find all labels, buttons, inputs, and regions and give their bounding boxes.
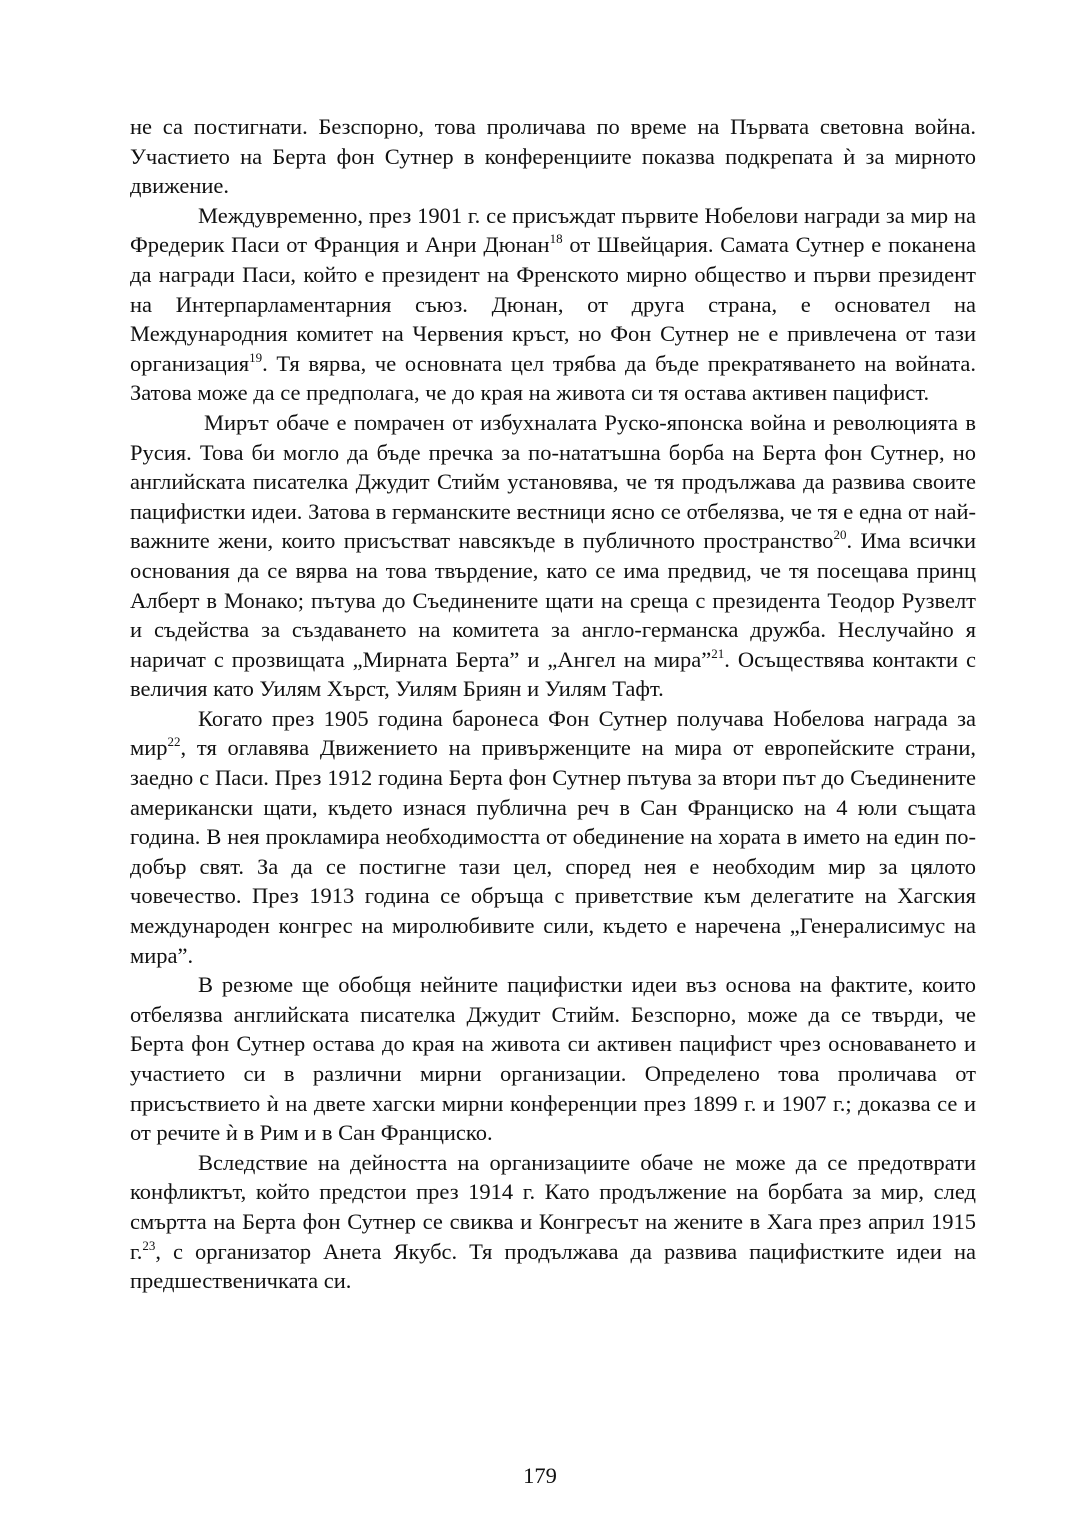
paragraph-text: Мирът обаче е помрачен от избухналата Руско-японска война и революцията в Русия. Това би могло да бъде пречка за по-нататъшна борба на Берта фон Сутнер, но английската писателка Джудит Стийм установява, че тя продължава да развива своите пацифистки идеи. Затова в германските вестници ясно се отбелязва, че тя е една от най-важните жени, които присъстват навсякъде в публичното пространство	[130, 409, 976, 554]
paragraph-text: , тя оглавява Движението на привърженците на мира от европейските страни, заедно с Паси. През 1912 година Берта фон Сутнер пътува за втори път до Съединените американски щати, където изнася публична реч в Сан Франциско на 4 юли същата година. В нея прокламира необходимостта от обединение на хората в името на един по-добър свят. За да се постигне тази цел, според нея е необходим мир за цялото човечество. През 1913 година се обръща с приветствие към делегатите на Хагския международен конгрес на миролюбивите сили, където е наречена „Генералисимус на мира”.	[130, 735, 976, 968]
footnote-ref-19: 19	[249, 349, 263, 365]
footnote-ref-20: 20	[833, 527, 847, 543]
paragraph-text: не са постигнати. Безспорно, това проличава по време на Първата световна война. Участието на Берта фон Сутнер в конференциите показва подкрепата ѝ за мирното движение.	[130, 114, 976, 199]
footnote-ref-22: 22	[167, 734, 181, 750]
paragraph-text: . Осъществява контакти с величия като Уилям Хърст, Уилям Бриян и Уилям Тафт.	[130, 646, 976, 702]
paragraph-text: , с организатор Анета Якубс. Тя продължава да развива пацифистките идеи на предшественичката си.	[130, 1238, 976, 1294]
paragraph-text: . Тя вярва, че основната цел трябва да бъде прекратяването на войната. Затова може да се предполага, че до края на живота си тя остава активен пацифист.	[130, 350, 976, 406]
paragraph-text: . Има всички основания да се вярва на това твърдение, като се има предвид, че тя посещава принц Алберт в Монако; пътува до Съединените щати на среща с президента Теодор Рузвелт и съдейства за създаването на комитета за англо-германска дружба. Неслучайно я наричат с прозвищата „Мирната Берта” и „Ангел на мира”	[130, 528, 976, 672]
page-number: 179	[523, 1463, 557, 1488]
paragraph-text: от Швейцария. Самата Сутнер е поканена да награди Паси, който е президент на Френското мирно общество и първи президент на Интерпарламентарния съюз. Дюнан, от друга страна, е основател на Международния комитет на Червения кръст, но Фон Сутнер не е привлечена от тази организация	[130, 232, 976, 376]
paragraph-2	[130, 201, 976, 408]
footnote-ref-23: 23	[142, 1237, 156, 1253]
paragraph-5	[130, 970, 976, 1148]
paragraph-1	[130, 112, 976, 201]
paragraph-text: Вследствие на дейността на организациите обаче не може да се предотврати конфликтът, който предстои през 1914 г. Като продължение на борбата за мир, след смъртта на Берта фон Сутнер се свиква и Конгресът на жените в Хага през април 1915 г.	[130, 1149, 976, 1264]
footnote-ref-18: 18	[549, 231, 563, 247]
paragraph-6	[130, 1148, 976, 1296]
paragraph-4	[130, 704, 976, 970]
paragraph-text: Когато през 1905 година баронеса Фон Сутнер получава Нобелова награда за мир	[130, 705, 976, 761]
footnote-ref-21: 21	[711, 645, 725, 661]
body-text	[130, 112, 976, 1296]
paragraph-3	[130, 408, 976, 704]
paragraph-text: В резюме ще обобщя нейните пацифистки идеи въз основа на фактите, които отбелязва английската писателка Джудит Стийм. Безспорно, може да се твърди, че Берта фон Сутнер остава до края на живота си активен пацифист чрез основаването и участието си в различни мирни организации. Определено това проличава от присъствието ѝ на двете хагски мирни конференции през 1899 г. и 1907 г.; доказва се и от речите ѝ в Рим и в Сан Франциско.	[130, 972, 976, 1146]
paragraph-text: Междувременно, през 1901 г. се присъждат първите Нобелови награди за мир на Фредерик Паси от Франция и Анри Дюнан	[130, 202, 976, 258]
